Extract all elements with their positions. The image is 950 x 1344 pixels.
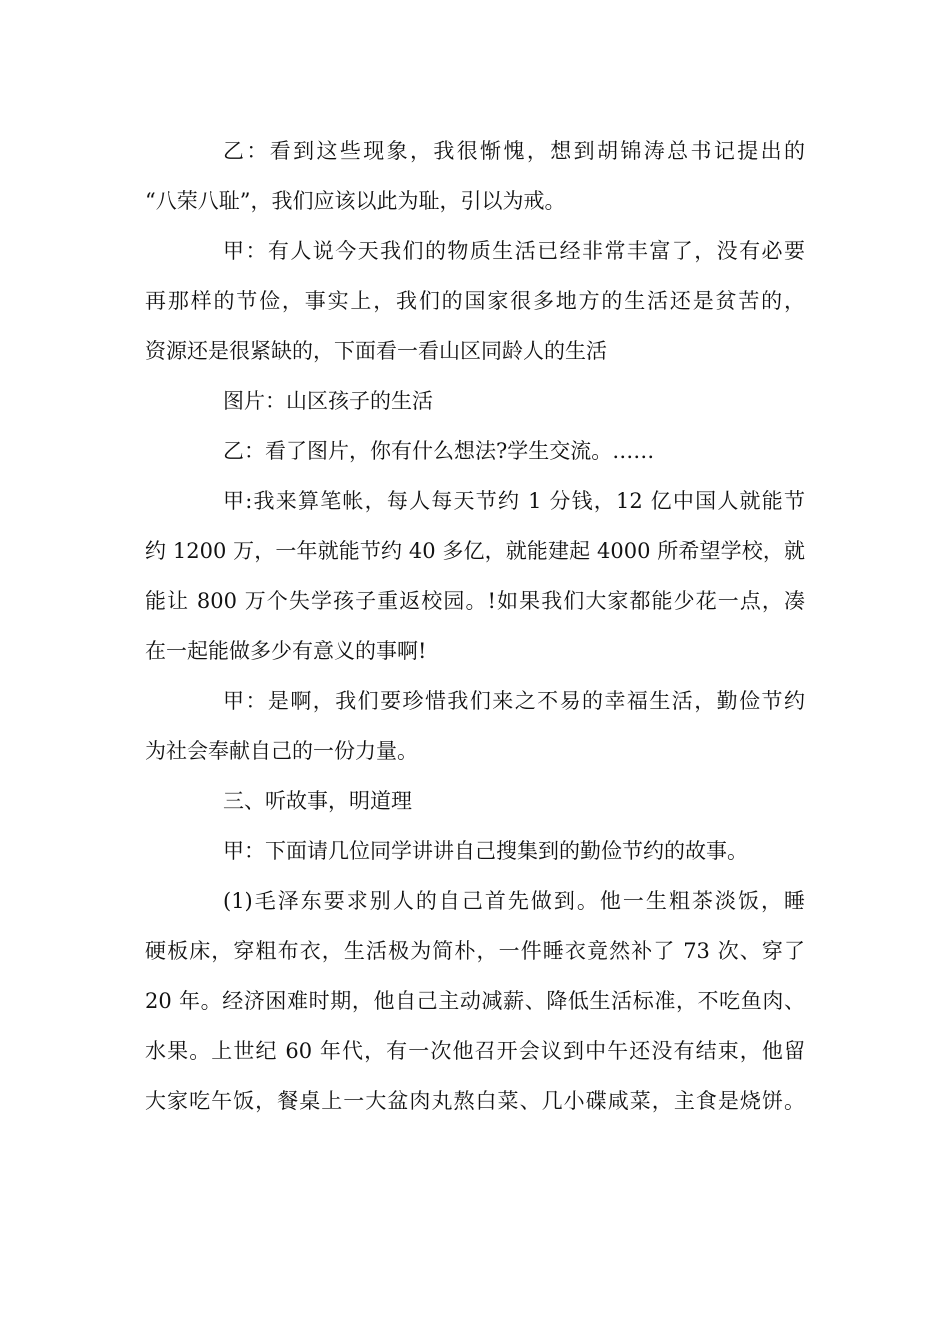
text-line: 20 年。经济困难时期，他自己主动减薪、降低生活标准，不吃鱼肉、 [145,989,805,1013]
text-line: 约 1200 万，一年就能节约 40 多亿，就能建起 4000 所希望学校，就 [145,539,805,563]
paragraph [145,426,805,476]
text-line: 为社会奉献自己的一份力量。 [145,739,418,763]
text-line: 大家吃午饭，餐桌上一大盆肉丸熬白菜、几小碟咸菜，主食是烧饼。 [145,1089,805,1113]
paragraph [145,876,805,1126]
paragraph [145,476,805,676]
document-body [145,126,805,1126]
text-line: 水果。上世纪 60 年代，有一次他召开会议到中午还没有结束，他留 [145,1039,805,1063]
paragraph [145,376,805,426]
section-heading [145,776,805,826]
text-line: 甲：是啊，我们要珍惜我们来之不易的幸福生活，勤俭节约 [223,689,805,713]
text-line: 在一起能做多少有意义的事啊! [145,639,427,663]
text-line: 乙：看到这些现象，我很惭愧，想到胡锦涛总书记提出的 [223,139,805,163]
text-line: 能让 800 万个失学孩子重返校园。!如果我们大家都能少花一点，凑 [145,589,805,613]
text-line: (1)毛泽东要求别人的自己首先做到。他一生粗茶淡饭，睡 [223,889,805,913]
text-line: 三、听故事，明道理 [223,789,412,813]
paragraph [145,826,805,876]
text-line: 资源还是很紧缺的，下面看一看山区同龄人的生活 [145,339,607,363]
text-line: 甲：下面请几位同学讲讲自己搜集到的勤俭节约的故事。 [223,839,748,863]
text-line: 乙：看了图片，你有什么想法?学生交流。…… [223,439,655,463]
paragraph [145,676,805,776]
text-line: 图片：山区孩子的生活 [223,389,433,413]
text-line: 甲:我来算笔帐，每人每天节约 1 分钱，12 亿中国人就能节 [223,489,805,513]
paragraph [145,126,805,226]
text-line: “八荣八耻”，我们应该以此为耻，引以为戒。 [145,189,566,213]
text-line: 再那样的节俭，事实上，我们的国家很多地方的生活还是贫苦的， [145,289,805,313]
text-line: 甲：有人说今天我们的物质生活已经非常丰富了，没有必要 [223,239,805,263]
paragraph [145,226,805,376]
text-line: 硬板床，穿粗布衣，生活极为简朴，一件睡衣竟然补了 73 次、穿了 [145,939,805,963]
